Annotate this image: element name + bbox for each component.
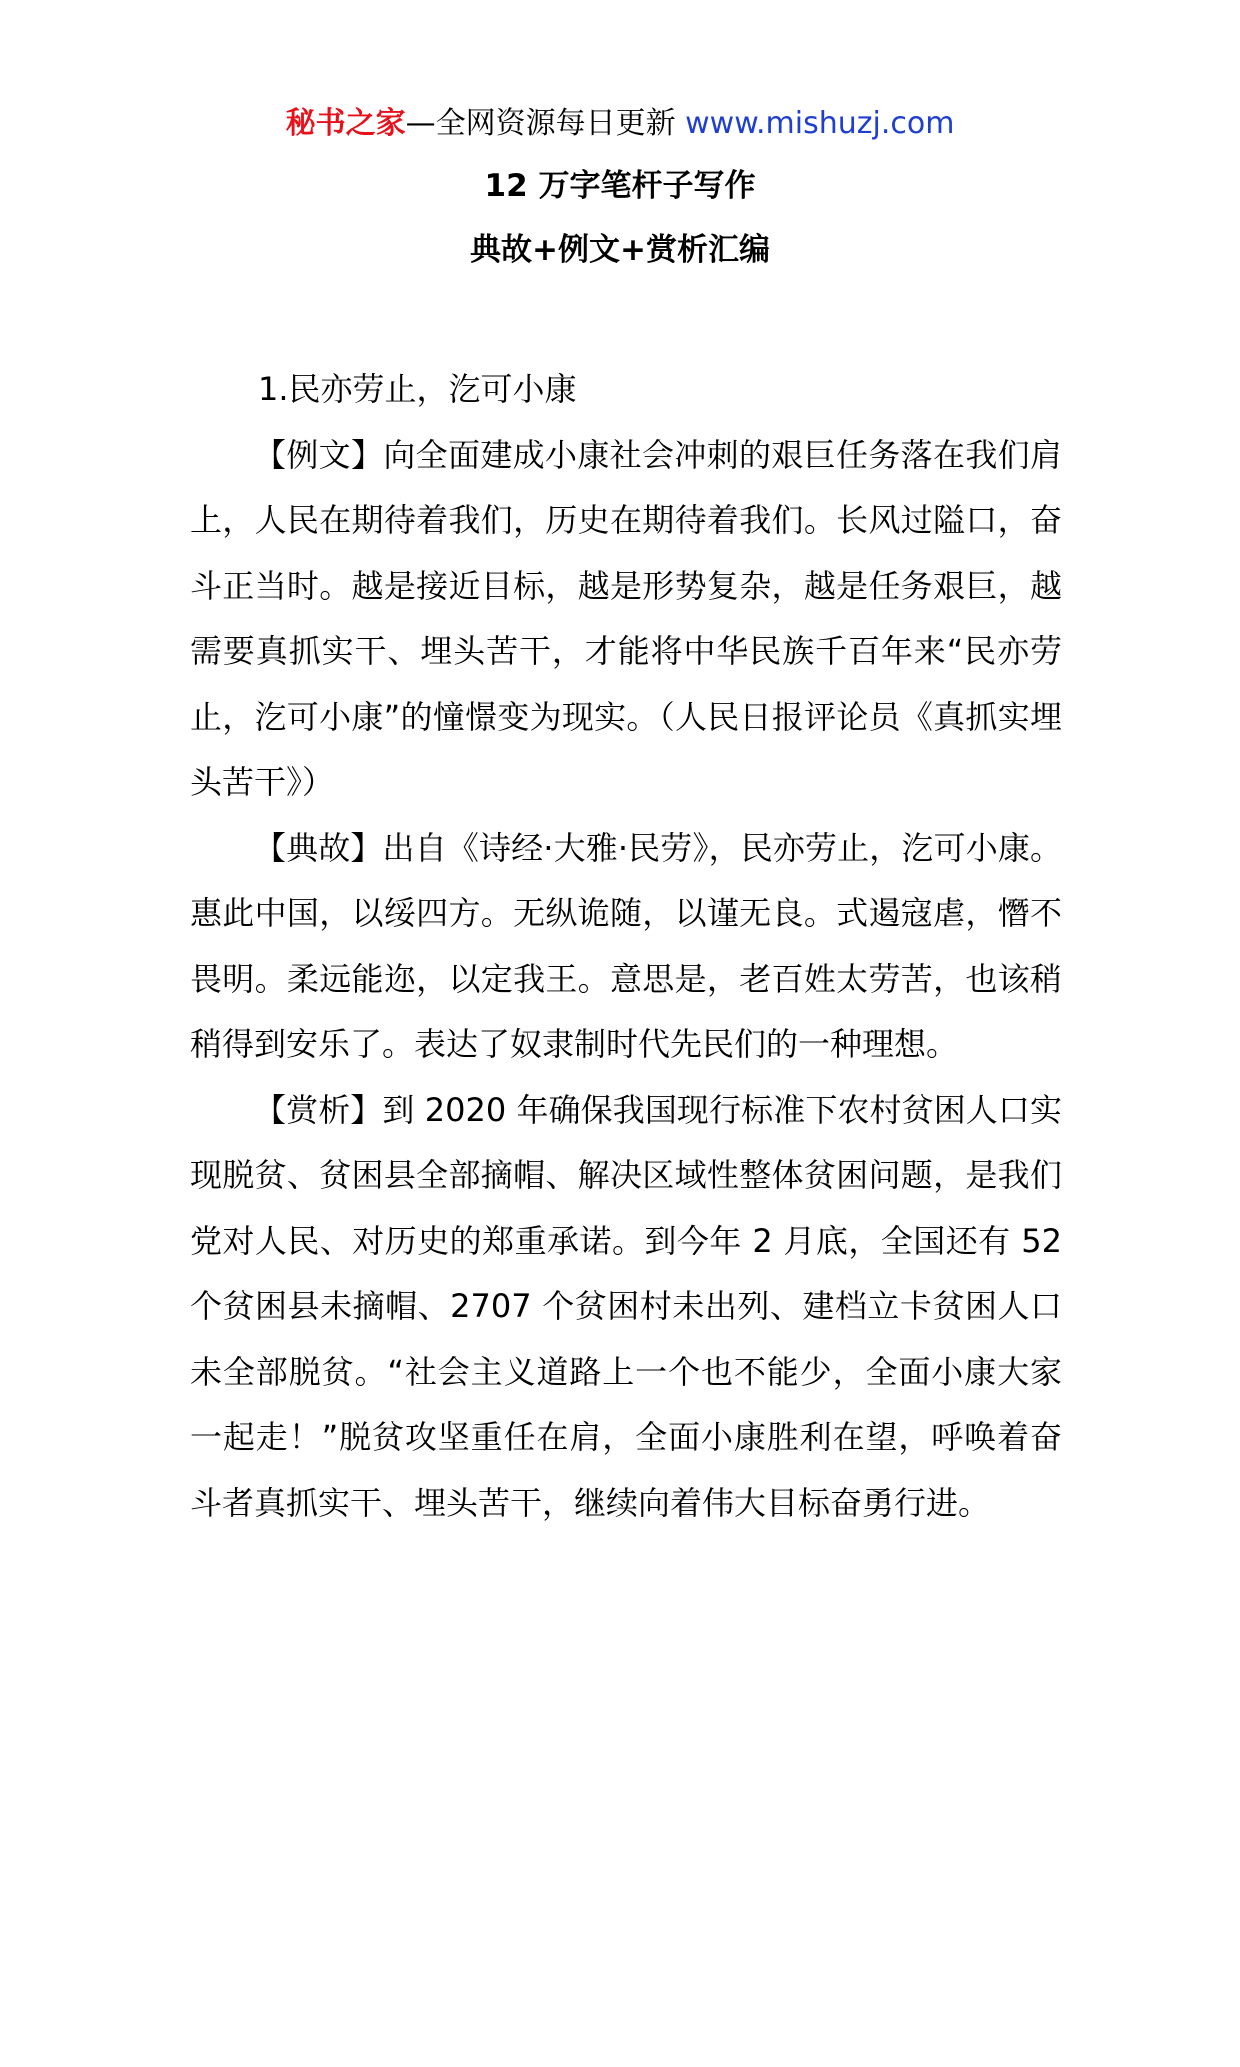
website-link[interactable]: www.mishuzj.com — [685, 106, 955, 141]
article-body — [190, 357, 1062, 1536]
site-header — [0, 104, 1240, 144]
section-heading: 1.民亦劳止，汔可小康 — [258, 370, 577, 408]
document-title: 12 万字笔杆子写作 — [484, 168, 756, 204]
analysis-paragraph: 【赏析】到 2020 年确保我国现行标准下农村贫困人口实现脱贫、贫困县全部摘帽、解决区域性整体贫困问题，是我们党对人民、对历史的郑重承诺。到今年 2 月底，全国还有 52 个贫困县未摘帽、2707 个贫困村未出列、建档立卡贫困人口未全部脱贫。“社会主义道路上一个也不能少，全面小康大家一起走！”脱贫攻坚重任在肩，全面小康胜利在望，呼唤着奋斗者真抓实干、埋头苦干，继续向着伟大目标奋勇行进。 — [190, 1090, 1062, 1522]
document-subtitle: 典故+例文+赏析汇编 — [470, 232, 770, 268]
allusion-paragraph: 【典故】出自《诗经·大雅·民劳》，民亦劳止，汔可小康。惠此中国，以绥四方。无纵诡随，以谨无良。式遏寇虐，憯不畏明。柔远能迩，以定我王。意思是，老百姓太劳苦，也该稍稍得到安乐了。表达了奴隶制时代先民们的一种理想。 — [190, 828, 1062, 1063]
example-paragraph: 【例文】向全面建成小康社会冲刺的艰巨任务落在我们肩上，人民在期待着我们，历史在期待着我们。长风过隘口，奋斗正当时。越是接近目标，越是形势复杂，越是任务艰巨，越需要真抓实干、埋头苦干，才能将中华民族千百年来“民亦劳止，汔可小康”的憧憬变为现实。（人民日报评论员《真抓实埋头苦干》） — [190, 435, 1062, 801]
header-slogan: —全网资源每日更新 — [405, 106, 686, 141]
brand-name: 秘书之家 — [285, 106, 406, 141]
